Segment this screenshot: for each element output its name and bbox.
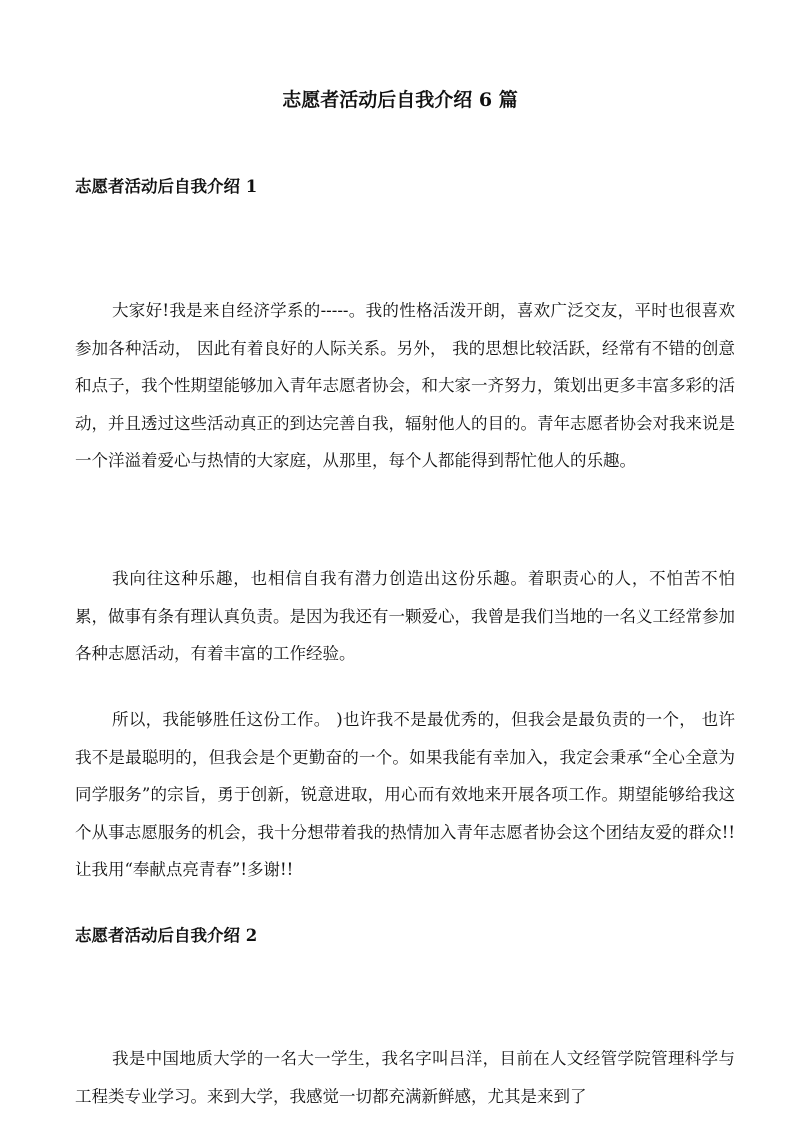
section-1-paragraph-2: 我向往这种乐趣，也相信自我有潜力创造出这份乐趣。着职责心的人，不怕苦不怕累，做事有条有理认真负责。是因为我还有一颗爱心，我曾是我们当地的一名义工经常参加各种志愿活动，有着丰富的工作经验。: [75, 569, 735, 663]
document-title: 志愿者活动后自我介绍 6 篇: [282, 89, 518, 111]
section-2-paragraph-1: 我是中国地质大学的一名大一学生，我名字叫吕洋，目前在人文经管学院管理科学与工程类专业学习。来到大学，我感觉一切都充满新鲜感，尤其是来到了: [75, 1049, 735, 1106]
section-1-paragraph-1: 大家好!我是来自经济学系的-----。我的性格活泼开朗，喜欢广泛交友，平时也很喜欢参加各种活动， 因此有着良好的人际关系。另外， 我的思想比较活跃，经常有不错的创意和点子，我个性期望能够加入青年志愿者协会，和大家一齐努力，策划出更多丰富多彩的活动，并且透过这些活动真正的到达完善自我，辐射他人的目的。青年志愿者协会对我来说是一个洋溢着爱心与热情的大家庭，从那里，每个人都能得到帮忙他人的乐趣。: [75, 301, 735, 470]
section-heading-2: 志愿者活动后自我介绍 2: [75, 926, 258, 945]
section-heading-1: 志愿者活动后自我介绍 1: [75, 177, 258, 196]
section-1-paragraph-3: 所以，我能够胜任这份工作。 )也许我不是最优秀的，但我会是最负责的一个， 也许我不是最聪明的，但我会是个更勤奋的一个。如果我能有幸加入，我定会秉承“全心全意为同学服务”的宗旨，勇于创新，锐意进取，用心而有效地来开展各项工作。期望能够给我这个从事志愿服务的机会，我十分想带着我的热情加入青年志愿者协会这个团结友爱的群众!!让我用“奉献点亮青春”!多谢!!: [75, 710, 735, 879]
